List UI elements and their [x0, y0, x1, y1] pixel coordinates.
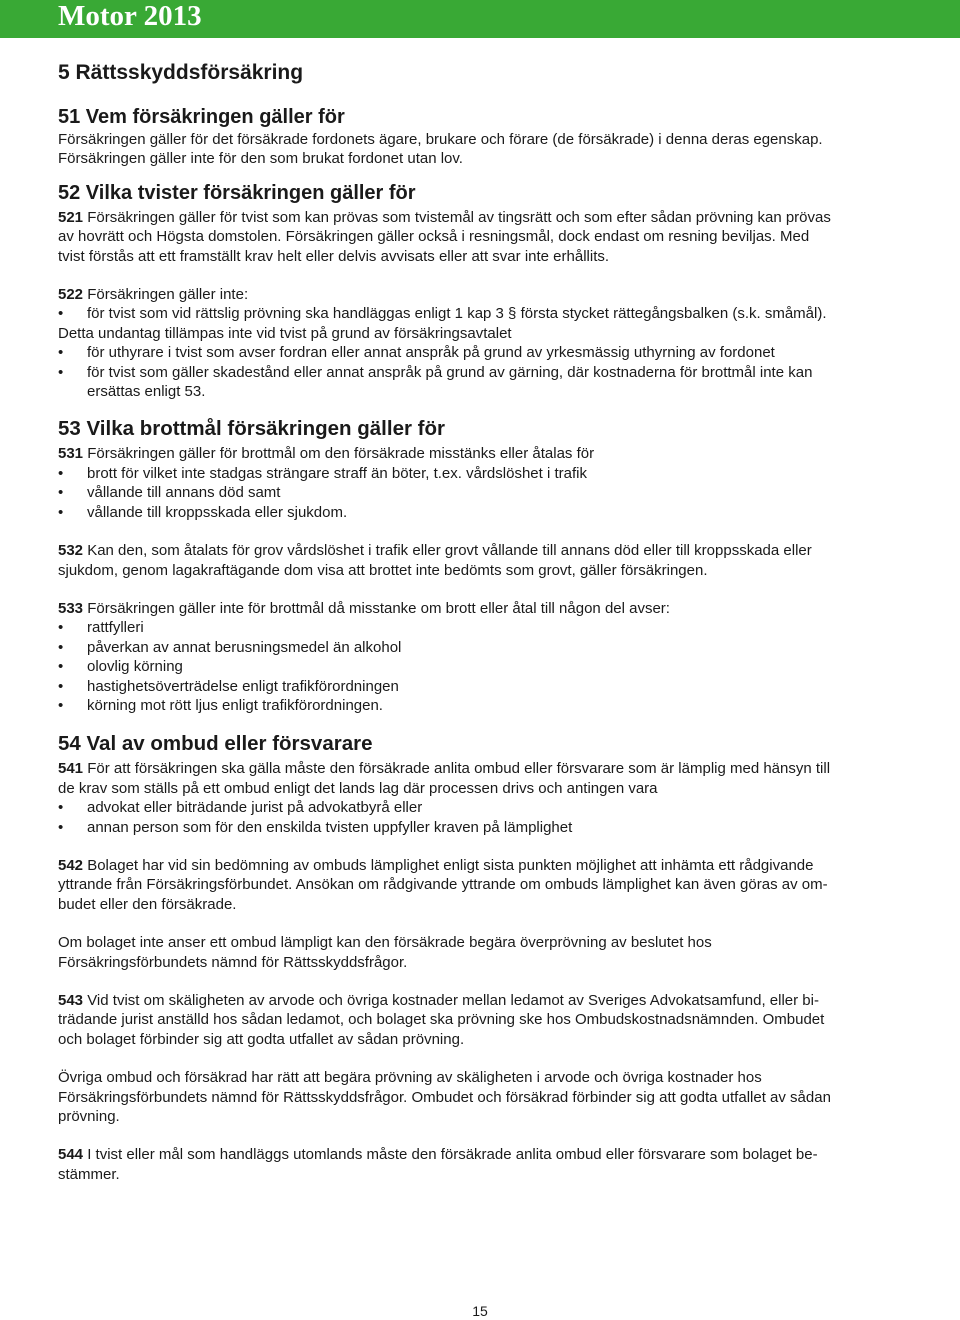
- paragraph-522: 522 Försäkringen gäller inte:: [58, 286, 249, 304]
- document-title: Motor 2013: [58, 0, 202, 32]
- bullet-icon: •: [58, 677, 64, 695]
- bullet-icon: •: [58, 305, 64, 323]
- section-heading-54: 54 Val av ombud eller försvarare: [58, 732, 373, 756]
- bullet-icon: •: [58, 363, 64, 381]
- paragraph-521: 521 Försäkringen gäller för tvist som kan prövas som tvistemål av tingsrätt och som efter sådan prövning kan prövas av hovrätt och Högsta domstolen. Försäkringen gäller också i resningsmål, dock endast om resning beviljas. Med tvist förstås att ett framställt krav helt eller delvis avvisats eller att svar inte erhållits.: [58, 208, 831, 265]
- paragraph-543: 543 Vid tvist om skäligheten av arvode och övriga kostnader mellan ledamot av Sveriges Advokatsamfund, eller bi- trädande jurist anställd hos sådan ledamot, och bolaget ska prövning ske hos Ombudskostnadsnämnden. Ombudet och bolaget förbinder sig att godta utfallet av sådan prövning.: [58, 992, 825, 1048]
- list-item: • hastighetsöverträdelse enligt trafikförordningen: [58, 677, 399, 695]
- paragraph-531: 531 Försäkringen gäller för brottmål om den försäkrade misstänks eller åtalas för: [58, 445, 595, 463]
- bullet-icon: •: [58, 464, 64, 482]
- bullet-icon: •: [58, 818, 64, 836]
- list-item: • för tvist som gäller skadestånd eller annat anspråk på grund av gärning, där kostnaderna för brottmål inte kan ersättas enligt 53.: [58, 363, 813, 401]
- list-item: • rattfylleri: [58, 619, 144, 637]
- list-item: • för uthyrare i tvist som avser fordran eller annat anspråk på grund av yrkesmässig uthyrning av fordonet: [58, 344, 775, 362]
- bullet-icon: •: [58, 696, 64, 714]
- page-number: 15: [472, 1303, 488, 1319]
- paragraph-51: Försäkringen gäller för det försäkrade fordonets ägare, brukare och förare (de försäkrade) i denna deras egenskap. Försäkringen gäller inte för den som brukat fordonet utan lov.: [58, 131, 823, 168]
- list-item: • vållande till annans död samt: [58, 484, 281, 502]
- bullet-icon: •: [58, 638, 64, 656]
- section-heading-5: 5 Rättsskyddsförsäkring: [58, 61, 304, 84]
- list-item: • brott för vilket inte stadgas strängare straff än böter, t.ex. vårdslöshet i trafik: [58, 464, 587, 482]
- section-heading-52: 52 Vilka tvister försäkringen gäller för: [58, 181, 416, 204]
- paragraph-542-appeal: Om bolaget inte anser ett ombud lämpligt kan den försäkrade begära överprövning av beslutet hos Försäkringsförbundets nämnd för Rättsskyddsfrågor.: [58, 934, 712, 971]
- paragraph-533: 533 Försäkringen gäller inte för brottmål då misstanke om brott eller åtal till någon del avser:: [58, 599, 670, 617]
- bullet-icon: •: [58, 799, 64, 817]
- list-533: [58, 618, 908, 715]
- list-item: • påverkan av annat berusningsmedel än alkohol: [58, 638, 402, 656]
- list-item: • advokat eller biträdande jurist på advokatbyrå eller: [58, 799, 423, 817]
- section-heading-53: 53 Vilka brottmål försäkringen gäller för: [58, 417, 445, 441]
- list-541: [58, 798, 908, 837]
- list-item: • vållande till kroppsskada eller sjukdom.: [58, 503, 348, 521]
- list-531: [58, 464, 908, 522]
- bullet-icon: •: [58, 484, 64, 502]
- list-item: • körning mot rött ljus enligt trafikförordningen.: [58, 696, 383, 714]
- bullet-icon: •: [58, 619, 64, 637]
- list-522: [58, 304, 908, 401]
- bullet-icon: •: [58, 503, 64, 521]
- bullet-icon: •: [58, 658, 64, 676]
- list-item: • för tvist som vid rättslig prövning ska handläggas enligt 1 kap 3 § första stycket rättegångsbalken (s.k. småmål). Detta undantag tillämpas inte vid tvist på grund av försäkringsavtalet: [58, 305, 827, 342]
- paragraph-542: 542 Bolaget har vid sin bedömning av ombuds lämplighet enligt sista punkten möjlighet att inhämta ett rådgivande yttrande från Försäkringsförbundet. Ansökan om rådgivande yttrande om ombuds lämplighet kan även göras av om- budet eller den försäkrade.: [58, 856, 828, 913]
- paragraph-532: 532 Kan den, som åtalats för grov vårdslöshet i trafik eller grovt vållande till annans död eller till kroppsskada eller sjukdom, genom lagakraftägande dom visa att brottet inte bedömts som grovt, gäller försäkringen.: [58, 542, 812, 579]
- list-item: • olovlig körning: [58, 658, 183, 676]
- paragraph-543-other: Övriga ombud och försäkrad har rätt att begära prövning av skäligheten i arvode och övriga kostnader hos Försäkringsförbundets nämnd för Rättsskyddsfrågor. Ombudet och försäkrad förbinder sig att godta utfallet av sådan prövning.: [58, 1069, 831, 1126]
- paragraph-541: 541 För att försäkringen ska gälla måste den försäkrade anlita ombud eller försvarare som är lämplig med hänsyn till de krav som ställs på ett ombud enligt det lands lag där processen drivs och antingen vara: [58, 760, 831, 797]
- paragraph-544: 544 I tvist eller mål som handläggs utomlands måste den försäkrade anlita ombud eller försvarare som bolaget be- stämmer.: [58, 1146, 818, 1183]
- list-item: • annan person som för den enskilda tvisten uppfyller kraven på lämplighet: [58, 818, 573, 836]
- section-heading-51: 51 Vem försäkringen gäller för: [58, 106, 345, 128]
- bullet-icon: •: [58, 344, 64, 362]
- page-content: [58, 60, 908, 1184]
